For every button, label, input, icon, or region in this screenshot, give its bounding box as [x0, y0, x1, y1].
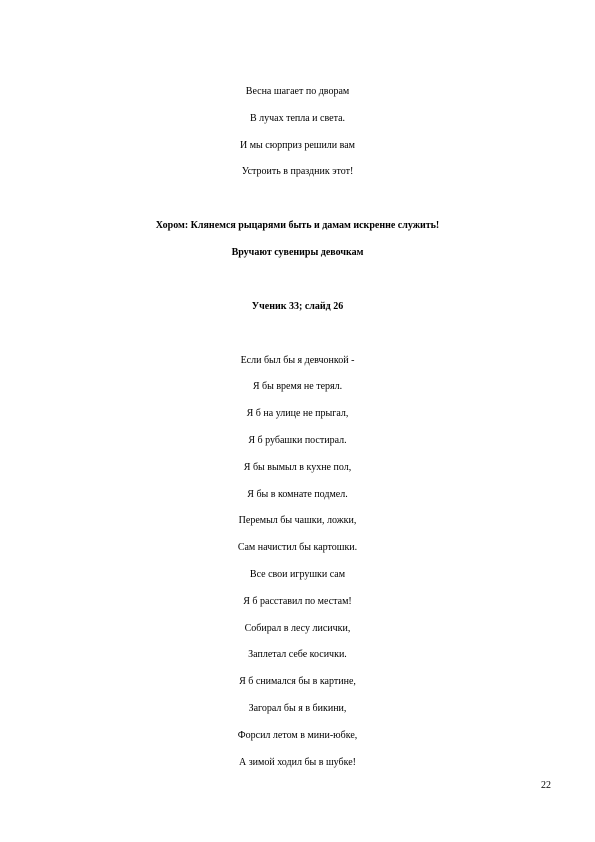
poem-line: А зимой ходил бы в шубке! [238, 757, 357, 768]
poem-line: Форсил летом в мини-юбке, [237, 730, 358, 741]
poem-line: Я б на улице не прыгал, [246, 408, 349, 419]
stanza-line: В лучах тепла и света. [249, 113, 346, 124]
chorus-line: Хором: Клянемся рыцарями быть и дамам искренне служить! [155, 220, 440, 231]
page-number: 22 [541, 780, 551, 791]
stanza-line: И мы сюрприз решили вам [239, 140, 356, 151]
poem-line: Я б расставил по местам! [243, 596, 352, 607]
poem-line: Я бы время не терял. [252, 381, 343, 392]
poem-line: Если был бы я девчонкой - [240, 355, 355, 366]
poem-line: Сам начистил бы картошки. [237, 542, 358, 553]
poem-line: Я бы вымыл в кухне пол, [243, 462, 352, 473]
poem-line: Я бы в комнате подмел. [247, 489, 348, 500]
poem-line: Я б снимался бы в картине, [239, 676, 356, 687]
poem-line: Загорал бы я в бикини, [248, 703, 347, 714]
poem-line: Все свои игрушки сам [249, 569, 346, 580]
poem-line: Я б рубашки постирал. [248, 435, 347, 446]
instruction-line: Вручают сувениры девочкам [231, 247, 364, 258]
student-slide-line: Ученик 33; слайд 26 [251, 301, 344, 312]
poem-line: Заплетал себе косички. [248, 649, 347, 660]
poem-line: Собирал в лесу лисички, [244, 623, 351, 634]
stanza-line: Устроить в праздник этот! [241, 166, 354, 177]
stanza-line: Весна шагает по дворам [245, 86, 350, 97]
poem-line: Перемыл бы чашки, ложки, [238, 515, 357, 526]
